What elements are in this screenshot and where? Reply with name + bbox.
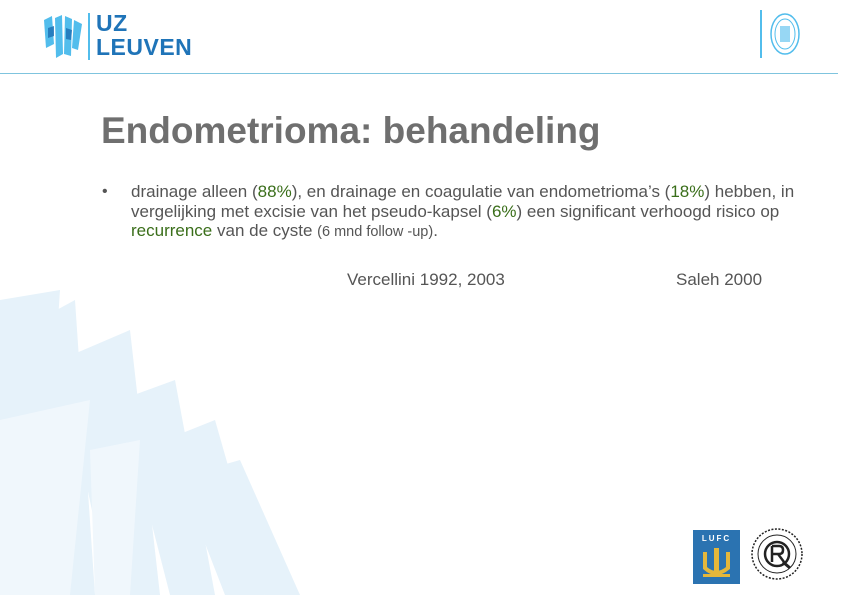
logo-divider xyxy=(88,13,90,60)
uz-leuven-logo-icon xyxy=(42,14,86,60)
highlight-88: 88% xyxy=(257,182,292,201)
logo-line-1: UZ xyxy=(96,10,128,36)
highlight-recurrence: recurrence xyxy=(131,221,213,240)
header-divider xyxy=(0,73,838,74)
bullet-text-part: drainage alleen ( xyxy=(131,182,258,201)
bullet-text-part: ) een significant verhoogd risico op xyxy=(516,201,780,221)
uz-leuven-wordmark xyxy=(96,11,192,59)
logo-line-2: LEUVEN xyxy=(96,34,193,60)
certification-seal-icon xyxy=(750,526,804,582)
ku-leuven-seal-icon xyxy=(768,10,802,58)
bullet-text-part: ) hebben, in vergelijking met excisie van het pseudo-kapsel ( xyxy=(131,182,795,221)
slide-title: Endometrioma: behandeling xyxy=(101,110,601,151)
bullet-text-part: ), en drainage en coagulatie van endometrioma’s ( xyxy=(291,182,671,201)
reference-saleh: Saleh 2000 xyxy=(676,270,763,289)
bullet-marker: • xyxy=(102,183,108,200)
lufc-emblem-icon xyxy=(701,546,732,580)
reference-vercellini: Vercellini 1992, 2003 xyxy=(347,270,505,289)
bullet-text-part: . xyxy=(433,221,438,240)
bullet-text-followup: (6 mnd follow -up) xyxy=(317,224,434,240)
lufc-logo-icon xyxy=(693,530,740,584)
lufc-label: LUFC xyxy=(701,534,732,543)
highlight-18: 18% xyxy=(670,182,705,201)
bullet-text xyxy=(131,182,801,243)
highlight-6: 6% xyxy=(491,201,517,221)
bullet-text-part: van de cyste xyxy=(212,221,318,240)
seal-divider xyxy=(760,10,762,58)
